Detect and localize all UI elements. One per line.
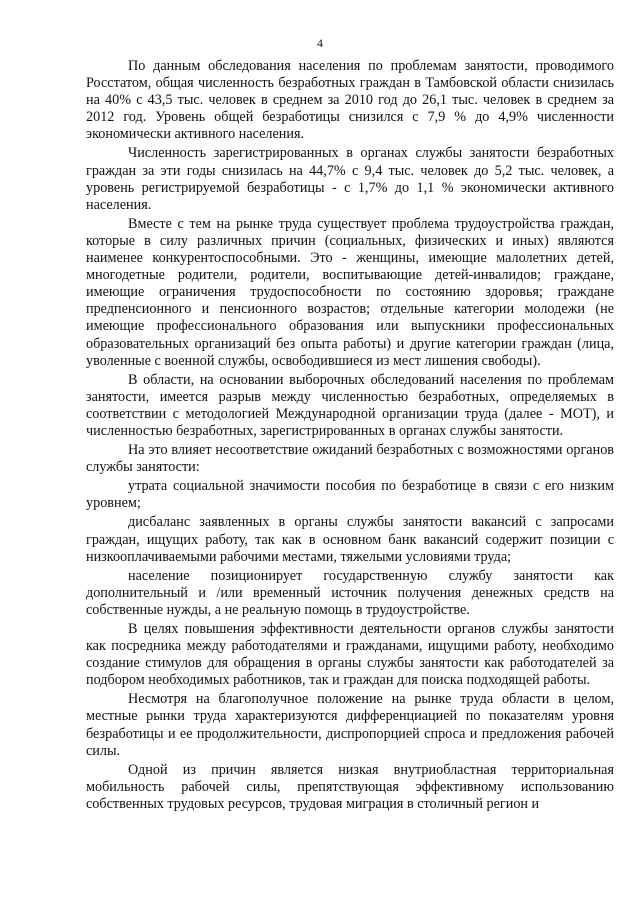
paragraph: В области, на основании выборочных обследований населения по проблемам занятости, имеется разрыв между численностью безработных, определяемых в соответствии с методологией Международной организации труда (далее - МОТ), и численностью безработных, зарегистрированных в органах службы занятости.: [86, 371, 614, 439]
paragraph: Несмотря на благополучное положение на рынке труда области в целом, местные рынки труда характеризуются дифференциацией по показателям уровня безработицы и ее продолжительности, диспропорцией спроса и предложения рабочей силы.: [86, 691, 614, 759]
paragraph: Численность зарегистрированных в органах службы занятости безработных граждан за эти годы снизилась на 44,7% с 9,4 тыс. человек до 5,2 тыс. человек, а уровень регистрируемой безработицы - с 1,7% до 1,1 % экономически активного населения.: [86, 145, 614, 213]
list-item: население позиционирует государственную службу занятости как дополнительный и /или временный источник получения денежных средств на собственные нужды, а не реальную помощь в трудоустройстве.: [86, 567, 614, 618]
paragraph: Одной из причин является низкая внутриобластная территориальная мобильность рабочей силы, препятствующая эффективному использованию собственных трудовых ресурсов, трудовая миграция в столичный регион и: [86, 761, 614, 812]
paragraph: На это влияет несоответствие ожиданий безработных с возможностями органов службы занятости:: [86, 442, 614, 476]
list-item: утрата социальной значимости пособия по безработице в связи с его низким уровнем;: [86, 478, 614, 512]
paragraph: По данным обследования населения по проблемам занятости, проводимого Росстатом, общая численность безработных граждан в Тамбовской области снизилась на 40% с 43,5 тыс. человек в среднем за 2010 год до 26,1 тыс. человек в среднем за 2012 год. Уровень общей безработицы снизился с 7,9 % до 4,9% численности экономически активного населения.: [86, 58, 614, 143]
list-item: дисбаланс заявленных в органы службы занятости вакансий с запросами граждан, ищущих работу, так как в основном банк вакансий содержит позиции с низкооплачиваемыми рабочими местами, тяжелыми условиями труда;: [86, 514, 614, 565]
paragraph: В целях повышения эффективности деятельности органов службы занятости как посредника между работодателями и гражданами, ищущими работу, необходимо создание стимулов для обращения в органы службы занятости как работодателей за подбором необходимых работников, так и граждан для поиска подходящей работы.: [86, 621, 614, 689]
paragraph: Вместе с тем на рынке труда существует проблема трудоустройства граждан, которые в силу различных причин (социальных, физических и иных) являются наименее конкурентоспособными. Это - женщины, имеющие малолетних детей, многодетные родители, родители, воспитывающие детей-инвалидов; граждане, имеющие ограничения трудоспособности по состоянию здоровья; граждане предпенсионного и пенсионного возрастов; отдельные категории молодежи (не имеющие профессионального образования или выпускники профессиональных образовательных организаций без опыта работы) и другие категории граждан (лица, уволенные с военной службы, освободившиеся из мест лишения свободы).: [86, 215, 614, 369]
document-body: [86, 58, 614, 813]
page-number: 4: [317, 36, 323, 50]
